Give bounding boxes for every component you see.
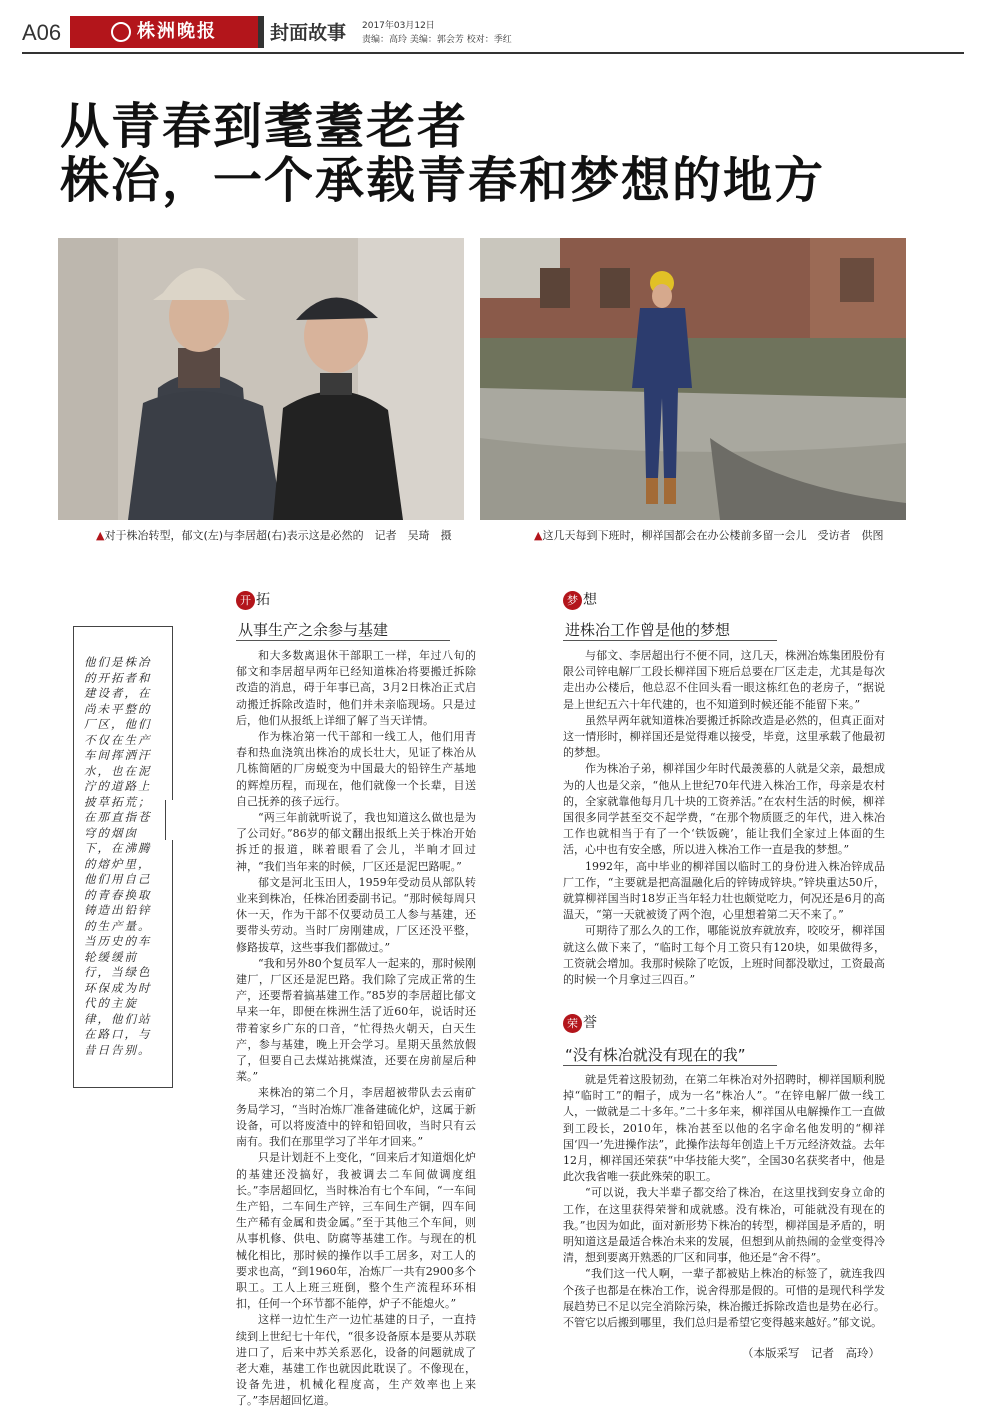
kicker-text: 誉: [583, 1015, 597, 1031]
headline-line-2: 株冶，一个承载青春和梦想的地方: [60, 151, 826, 209]
paragraph: “两三年前就听说了，我也知道这么做也是为了公司好。”86岁的郁文翻出报纸上关于株冶开始拆迁的报道，眯着眼看了会儿，半晌才回过神，“我们当年来的时候，厂区还是泥巴路呢。”: [236, 811, 476, 873]
paragraph: “可以说，我大半辈子都交给了株冶，在这里找到安身立命的工作，在这里获得荣誉和成就感。没有株冶，可能就没有现在的我。”也因为如此，面对新形势下株冶的转型，柳祥国是矛盾的，明明知道这是最适合株冶未来的发展，但想到从前热闹的金堂变得冷清，想到要离开熟悉的厂区和同事，他还是“舍不得”。: [563, 1186, 885, 1265]
photo-caption-left: [96, 527, 452, 543]
caption-text: 这几天每到下班时，柳祥国都会在办公楼前多留一会儿 受访者 供图: [542, 529, 884, 542]
paragraph: 来株冶的第二个月，李居超被带队去云南矿务局学习，“当时冶炼厂准备建硫化炉，这属于新设备，可以将废渣中的锌和铅回收，当时只有云南有。我们在那里学习了半年才回来。”: [236, 1086, 476, 1149]
newspaper-name: 株洲晚报: [137, 21, 217, 42]
paragraph: 1992年，高中毕业的柳祥国以临时工的身份进入株冶锌成品厂工作，“主要就是把高温融化后的锌铸成锌块。”锌块重达50斤，就算柳祥国当时18岁正当年轻力壮也颇觉吃力，何况还是6月的高温天，“第一天就被烫了两个泡，心里想着第二天不来了。”: [563, 859, 885, 922]
caption-triangle-icon: ▲: [534, 529, 543, 542]
sidebar-notch: [165, 800, 178, 840]
section-subhead-3: “没有株冶就没有现在的我”: [565, 1046, 746, 1064]
paragraph: 郁文是河北玉田人，1959年受动员从部队转业来到株冶，任株冶团委副书记。“那时候每周只休一天，作为干部不仅要动员工人参与基建，还要带头劳动。当时厂房刚建成，厂区还没平整，修路拔草，这些事我们都做过。”: [236, 875, 476, 954]
article-byline: （本版采写 记者 高玲）: [742, 1346, 880, 1360]
newspaper-logo: [70, 16, 258, 48]
paragraph: 只是计划赶不上变化，“回来后才知道烟化炉的基建还没搞好，我被调去二车间做调度组长。”李居超回忆，当时株冶有七个车间，“一车间生产铅，二车间生产锌，三车间生产铜，四车间生产稀有金属和贵金属。”至于其他三个车间，则从事机修、供电、防腐等基建工作。与现在的机械化相比，那时候的操作以手工居多，对工人的要求也高，“到1960年，冶炼厂一共有2900多个职工。工人上班三班倒，整个生产流程环环相扣，任何一个环节都不能停，炉子不能熄火。”: [236, 1151, 476, 1311]
kicker-badge: 荣: [563, 1014, 582, 1033]
paragraph: 作为株冶第一代干部和一线工人，他们用青春和热血浇筑出株冶的成长壮大，见证了株冶从几栋简陋的厂房蜕变为中国最大的铅锌生产基地的辉煌历程，而现在，他们就像一个长辈，目送自己抚养的孩子远行。: [236, 730, 476, 808]
photo-worker-outside-office: [480, 238, 906, 520]
section-kicker-2: [563, 589, 597, 610]
paragraph: “我们这一代人啊，一辈子都被贴上株冶的标签了，就连我四个孩子也都是在株冶工作，说舍得那是假的。可惜的是现代科学发展趋势已不足以完全消除污染，株冶搬迁拆除改造也是势在必行。不管它以后搬到哪里，我们总归是希望它变得越来越好。”郁文说。: [563, 1267, 885, 1330]
subhead-rule: [563, 640, 777, 641]
section-kicker-3: [563, 1012, 597, 1033]
headline-line-1: 从青春到耄耋老者: [60, 97, 469, 155]
masthead-rule: [22, 52, 964, 54]
paragraph: 就是凭着这股韧劲，在第二年株冶对外招聘时，柳祥国顺利脱掉“临时工”的帽子，成为一名“株冶人”。“在锌电解厂做一线工人，一做就是二十多年。”二十多年来，柳祥国从电解操作工一直做到工段长，2010年，株冶甚至以他的名字命名他发明的“柳祥国‘四一’先进操作法”，此操作法每年创造上千万元经济效益。去年12月，柳祥国还荣获“中华技能大奖”，全国30名获奖者中，他是此次我省唯一获此殊荣的职工。: [563, 1073, 885, 1184]
paragraph: 和大多数离退休干部职工一样，年过八旬的郁文和李居超早两年已经知道株冶将要搬迁拆除改造的消息，碍于年事已高，3月2日株冶正式启动搬迁拆除改造时，他们并未亲临现场。只是过后，他们从报纸上详细了解了当天详情。: [236, 649, 476, 727]
subhead-rule: [236, 640, 450, 641]
section-subhead-2: 进株冶工作曾是他的梦想: [565, 621, 731, 639]
paragraph: “我和另外80个复员军人一起来的，那时候刚建厂，厂区还是泥巴路。我们除了完成正常的生产，还要帮着搞基建工作。”85岁的李居超比郁文早来一年，即便在株洲生活了近60年，说话时还带着家乡广东的口音，“忙得热火朝天，白天生产，参与基建，晚上开会学习。星期天虽然放假了，但要自己去煤站挑煤渣，还要在房前屋后种菜。”: [236, 956, 476, 1084]
section-body-3: [563, 1072, 885, 1328]
section-divider: [258, 16, 264, 48]
paragraph: 可期待了那么久的工作，哪能说放弃就放弃，咬咬牙，柳祥国就这么做下来了，“临时工每个月工资只有120块，如果做得多，工资就会增加。我那时候除了吃饭，上班时间都没歇过，工资最高的时候一个月拿过三四百。”: [563, 924, 885, 987]
paragraph: 作为株冶子弟，柳祥国少年时代最羡慕的人就是父亲，最想成为的人也是父亲，“他从上世纪70年代进入株冶工作，母亲是农村的，全家就靠他每月几十块的工资养活。”在农村生活的时候，柳祥国很多同学甚至交不起学费，“在那个物质匮乏的年代，进入株冶工作也就相当于有了一个‘铁饭碗’，能让我们全家过上体面的生活，心中也有安全感，所以进入株冶工作一直是我的梦想。”: [563, 762, 885, 857]
kicker-badge: 开: [236, 591, 255, 610]
kicker-text: 拓: [256, 592, 270, 608]
photo-two-elderly-men: [58, 238, 464, 520]
section-body-2: [563, 648, 885, 987]
kicker-text: 想: [583, 592, 597, 608]
section-kicker-1: [236, 589, 270, 610]
section-subhead-1: 从事生产之余参与基建: [238, 621, 389, 639]
section-name: 封面故事: [270, 22, 347, 44]
caption-text: 对于株冶转型，郁文(左)与李居超(右)表示这是必然的 记者 吴琦 摄: [104, 529, 452, 542]
paragraph: 与郁文、李居超出行不便不同，这几天，株洲冶炼集团股份有限公司锌电解厂工段长柳祥国下班后总要在厂区走走，尤其是每次走出办公楼后，他总忍不住回头看一眼这栋红色的老房子，“据说是上世纪五六十年代建的，也不知道到时候还能不能留下来。”: [563, 649, 885, 711]
page-number: A06: [22, 20, 62, 45]
paragraph: 这样一边忙生产一边忙基建的日子，一直持续到上世纪七十年代，“很多设备原本是要从苏联进口了，后来中苏关系恶化，设备的问题就成了老大难，基建工作也就因此耽误了。不像现在，设备先进，机械化程度高，生产效率也上来了。”李居超回忆道。: [236, 1313, 476, 1408]
caption-triangle-icon: ▲: [96, 529, 105, 542]
section-body-1: [236, 648, 476, 1408]
issue-date: 2017年03月12日: [362, 21, 435, 31]
intro-sidebar-box: [73, 626, 173, 1088]
logo-seal-icon: [111, 22, 131, 42]
photo-caption-right: [534, 527, 883, 543]
intro-sidebar-text: 他们是株冶的开拓者和建设者，在尚未平整的厂区，他们不仅在生产车间挥洒汗水，也在泥泞的道路上披草拓荒；在那直指苍穹的烟囱下，在沸腾的熔炉里，他们用自己的青春换取铸造出铅锌的生产量。当历史的车轮缓缓前行，当绿色环保成为时代的主旋律，他们站在路口，与昔日告别。: [84, 655, 152, 1057]
editor-credits: 责编：高玲 美编：郭会芳 校对：季红: [362, 35, 512, 45]
kicker-badge: 梦: [563, 591, 582, 610]
subhead-rule: [563, 1065, 777, 1066]
paragraph: 虽然早两年就知道株冶要搬迁拆除改造是必然的，但真正面对这一情形时，柳祥国还是觉得难以接受，毕竟，这里承载了他最初的梦想。: [563, 713, 885, 760]
